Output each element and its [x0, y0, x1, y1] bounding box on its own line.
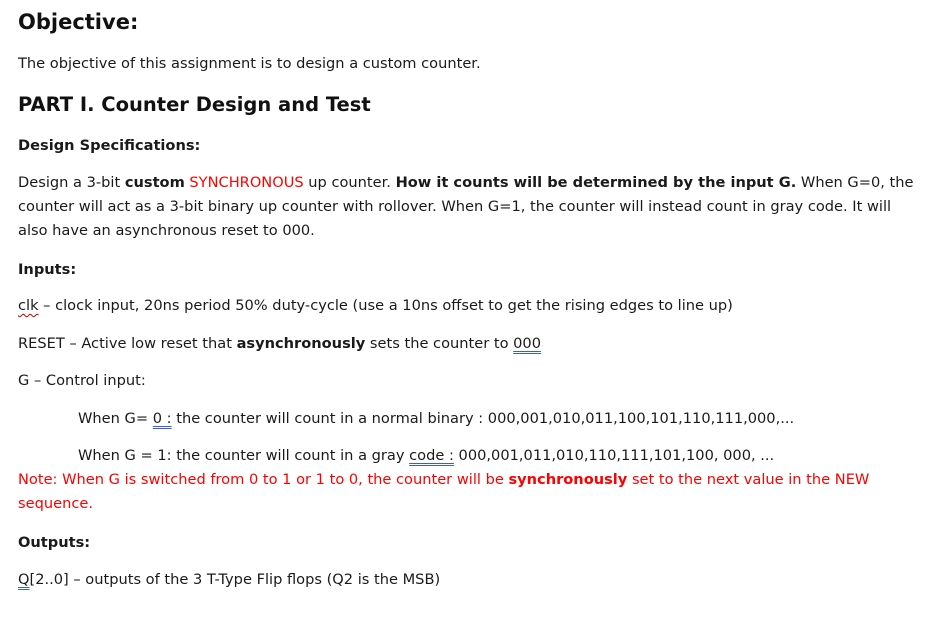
design-specs-paragraph: [18, 171, 918, 243]
design-custom: custom: [124, 174, 185, 191]
note-sync: synchronously: [508, 471, 628, 488]
clk-name: clk: [18, 297, 39, 314]
design-up-counter: up counter.: [303, 174, 396, 191]
q-line: [18, 568, 440, 592]
g0-post: the counter will count in a normal binary : 000,001,010,011,100,101,110,111,000,...: [171, 410, 795, 427]
g1-pre: When G = 1: the counter will count in a gray: [78, 447, 410, 464]
design-specs-heading: Design Specifications:: [18, 137, 201, 154]
clk-line: [18, 294, 733, 318]
note-paragraph: [18, 468, 898, 516]
g-control-label: G – Control input:: [18, 372, 146, 389]
note-pre: Note: When G is switched from 0 to 1 or 1 to 0, the counter will be: [18, 471, 509, 488]
q-name: Q: [18, 571, 30, 588]
g1-code: code :: [409, 447, 454, 464]
reset-value: 000: [513, 335, 541, 352]
outputs-heading: Outputs:: [18, 534, 91, 551]
reset-async: asynchronously: [236, 335, 366, 352]
g0-val: 0 :: [152, 410, 172, 427]
g1-line: [78, 444, 774, 468]
design-input-g: How it counts will be determined by the input G.: [395, 174, 797, 191]
design-text: Design a 3-bit: [18, 174, 125, 191]
g1-post: 000,001,011,010,110,111,101,100, 000, ...: [453, 447, 775, 464]
reset-line: [18, 332, 541, 356]
g0-line: [78, 407, 794, 431]
design-description: When G=0, the counter will act as a 3-bit binary up counter with rollover. When G=1, the counter will instead count in gray code. It will also have an asynchronous reset to 000.: [18, 174, 914, 239]
reset-mid: sets the counter to: [365, 335, 514, 352]
inputs-heading: Inputs:: [18, 261, 77, 278]
objective-text: The objective of this assignment is to design a custom counter.: [18, 55, 481, 72]
q-desc: [2..0] – outputs of the 3 T-Type Flip flops (Q2 is the MSB): [29, 571, 441, 588]
reset-pre: RESET – Active low reset that: [18, 335, 237, 352]
clk-desc: – clock input, 20ns period 50% duty-cycle (use a 10ns offset to get the rising edges to line up): [38, 297, 733, 314]
design-synchronous: SYNCHRONOUS: [189, 174, 304, 191]
part1-heading: PART I. Counter Design and Test: [18, 93, 371, 116]
g0-pre: When G=: [78, 410, 153, 427]
note-post: set to the next value in the NEW sequence.: [18, 471, 870, 512]
objective-heading: Objective:: [18, 10, 139, 34]
